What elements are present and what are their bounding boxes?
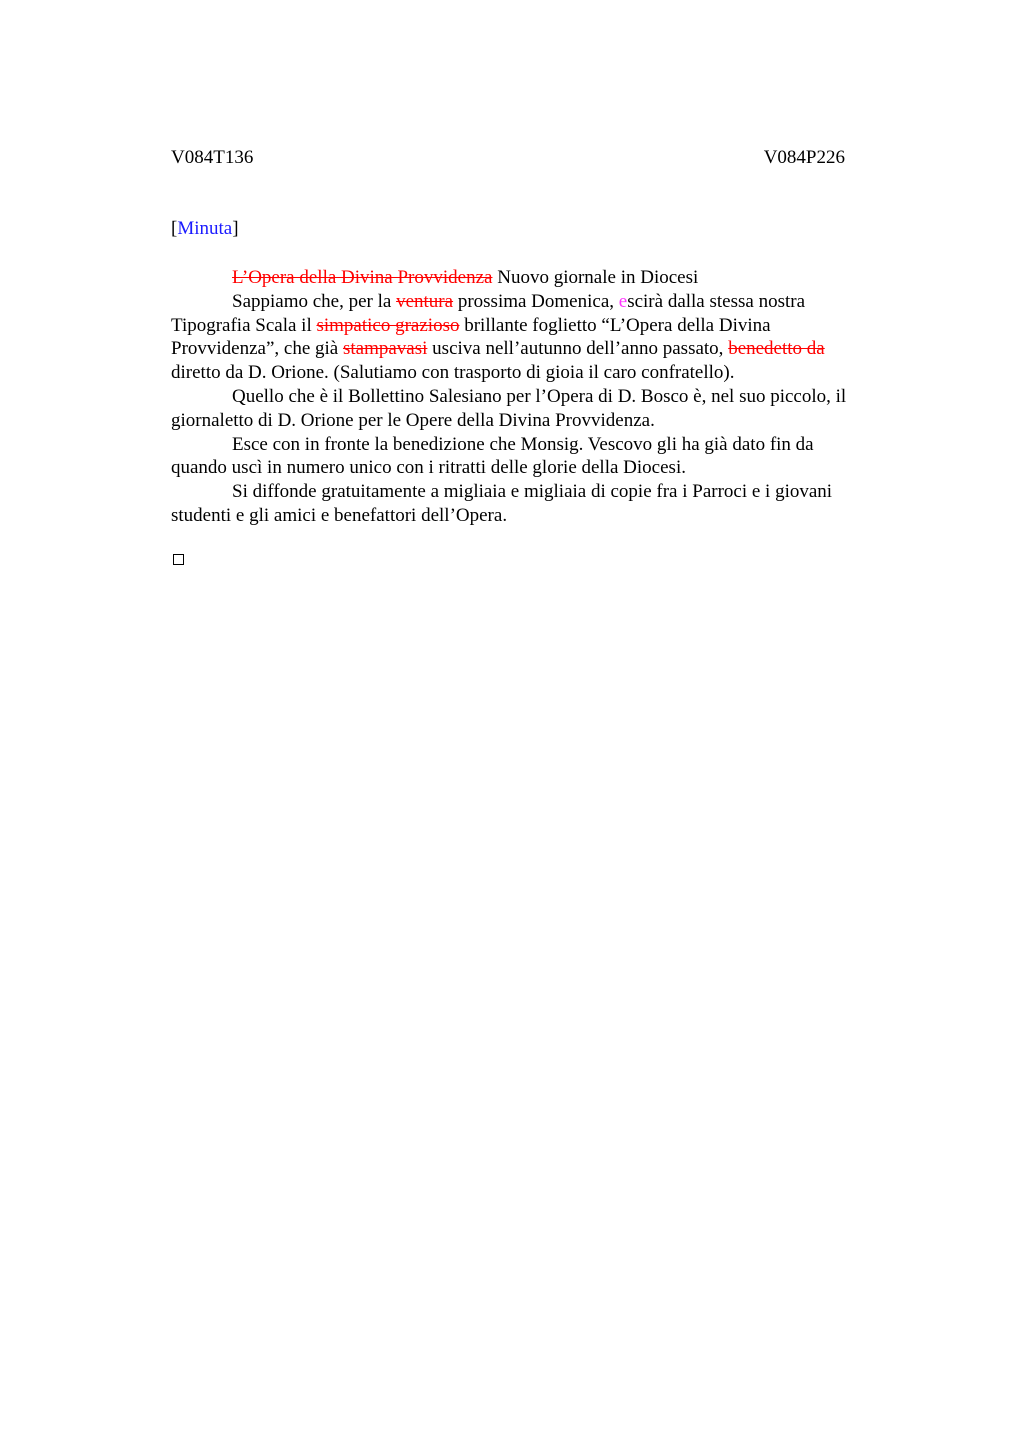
text-run: usciva nell’autunno dell’anno passato, bbox=[427, 338, 729, 360]
paragraph-3-line-1: Esce con in fronte la benedizione che Monsig. Vescovo gli ha già dato fin da bbox=[232, 433, 814, 455]
paragraph-3-line-2: quando uscì in numero unico con i ritratti delle glorie della Diocesi. bbox=[171, 457, 686, 479]
paragraph-1-line-3 bbox=[171, 337, 911, 361]
paragraph-3 bbox=[171, 433, 911, 481]
document-header bbox=[171, 147, 845, 169]
paragraph-4 bbox=[171, 480, 911, 528]
deleted-word: stampavasi bbox=[342, 338, 428, 360]
paragraph-2 bbox=[171, 385, 911, 433]
minuta-label: Minuta bbox=[177, 218, 233, 239]
text-run: Tipografia Scala il bbox=[171, 314, 317, 336]
paragraph-1-line-4: diretto da D. Orione. (Salutiamo con trasporto di gioia il caro confratello). bbox=[171, 362, 735, 384]
title-line bbox=[171, 266, 911, 290]
paragraph-1 bbox=[171, 290, 911, 385]
open-bracket: [ bbox=[171, 218, 178, 239]
document-code-left: V084T136 bbox=[171, 147, 254, 168]
text-run: prossima Domenica, bbox=[453, 290, 619, 312]
paragraph-2-line-1: Quello che è il Bollettino Salesiano per l’Opera di D. Bosco è, nel suo piccolo, il bbox=[232, 385, 847, 407]
deleted-word: ventura bbox=[396, 290, 454, 312]
paragraph-1-line-2 bbox=[171, 314, 911, 338]
section-label bbox=[171, 218, 239, 240]
paragraph-4-line-2: studenti e gli amici e benefattori dell’Opera. bbox=[171, 504, 508, 526]
paragraph-4-line-1: Si diffonde gratuitamente a migliaia e migliaia di copie fra i Parroci e i giovani bbox=[232, 481, 833, 503]
end-square-icon bbox=[173, 554, 184, 565]
document-body bbox=[171, 266, 911, 528]
close-bracket: ] bbox=[232, 218, 239, 239]
text-run: Sappiamo che, per la bbox=[232, 290, 397, 312]
deleted-word: benedetto da bbox=[728, 338, 825, 360]
paragraph-2-line-2: giornaletto di D. Orione per le Opere della Divina Provvidenza. bbox=[171, 409, 655, 431]
text-run: scirà dalla stessa nostra bbox=[627, 290, 806, 312]
paragraph-1-line-1 bbox=[171, 290, 911, 314]
title-text: Nuovo giornale in Diocesi bbox=[492, 267, 699, 288]
text-run: Provvidenza”, che già bbox=[171, 338, 343, 360]
text-run: brillante foglietto “L’Opera della Divina bbox=[459, 314, 771, 336]
deleted-title: L’Opera della Divina Provvidenza bbox=[232, 267, 493, 288]
inserted-letter: e bbox=[618, 290, 628, 312]
deleted-word: simpatico grazioso bbox=[316, 314, 460, 336]
document-code-right: V084P226 bbox=[763, 147, 845, 168]
